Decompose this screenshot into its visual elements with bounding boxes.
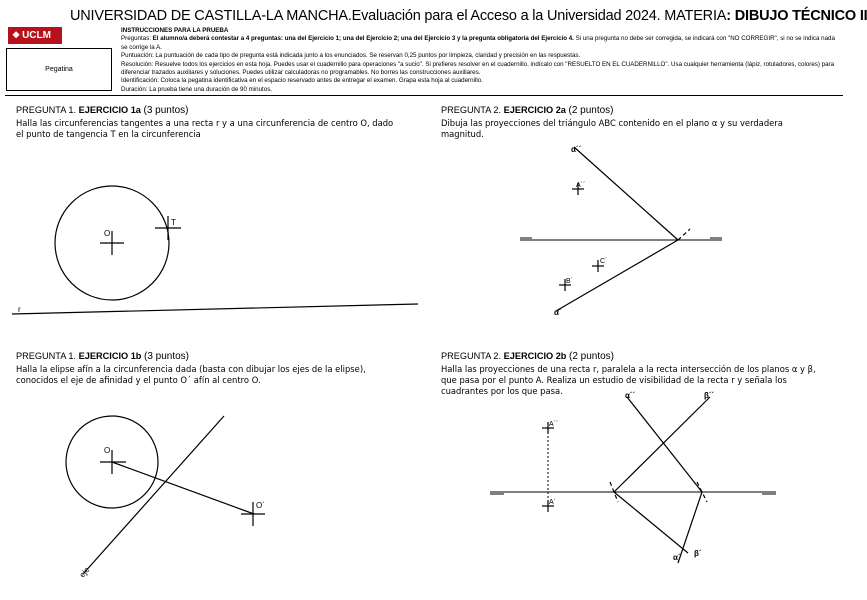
q2b-points: (2 puntos) bbox=[568, 351, 615, 362]
title-subject: : DIBUJO TÉCNICO II bbox=[726, 8, 867, 24]
instructions-identificacion: Identificación: Coloca la pegatina identificativa en el espacio reservado antes de entregar el examen. Grapa esta hoja al cuadernillo. bbox=[121, 77, 483, 85]
preguntas-rest: Si una pregunta no debe ser corregida, se indicará con "NO CORREGIR", si no se indica nada se corrige la A. bbox=[121, 35, 835, 51]
q1a-points: (3 puntos) bbox=[143, 105, 189, 116]
q2a-text: Dibuja las proyecciones del triángulo ABC contenido en el plano α y su verdadera magnitud. bbox=[441, 118, 783, 139]
q2b-exercise: EJERCICIO 2b bbox=[503, 351, 567, 361]
q1b-prefix: PREGUNTA 1. bbox=[16, 351, 79, 361]
q1a-label-r: r bbox=[18, 305, 21, 314]
q2a-exercise: EJERCICIO 2a bbox=[503, 105, 566, 115]
q1a-exercise: EJERCICIO 1a bbox=[78, 105, 141, 115]
q1a-prefix: PREGUNTA 1. bbox=[16, 105, 79, 115]
q2a-label-alpha1: α´ bbox=[554, 308, 562, 317]
q2a-prefix: PREGUNTA 2. bbox=[441, 105, 504, 115]
q1b-text: Halla la elipse afín a la circunferencia dada (basta con dibujar los ejes de la elipse), conocidos el eje de afinidad y el punto O´ afín al centro O. bbox=[16, 364, 366, 385]
q2b-label-alpha2: α´´ bbox=[625, 391, 636, 400]
instructions-resolucion: Resolución: Resuelve todos los ejercicios en esta hoja. Puedes usar el cuadernillo para operaciones "a sucio". Si prefieres resolver en el cuadernillo, indícalo con "RESUELTO EN EL CUADERNILLO". Usa cualquier herramienta (lápiz, rotuladores, colores) para diferenciar trazados auxiliares y soluciones. Puedes utilizar calculadoras no programables. No borres las construcciones auxiliares. bbox=[121, 60, 835, 77]
q2a-figure bbox=[520, 145, 722, 317]
title-main: UNIVERSIDAD DE CASTILLA-LA MANCHA.Evaluación para el Acceso a la Universidad 2024. MATERIA bbox=[70, 8, 727, 24]
q2b-label-beta2: β´´ bbox=[704, 391, 715, 400]
q2a-trace-extension bbox=[678, 229, 690, 240]
q1b-label-center: O bbox=[104, 446, 111, 455]
preguntas-bold: El alumno/a deberá contestar a 4 preguntas: una del Ejercicio 1; una del Ejercicio 2; una del Ejercicio 3 y la pregunta obligatoria del Ejercicio 4. bbox=[152, 35, 574, 43]
instructions-heading: INSTRUCCIONES PARA LA PRUEBA bbox=[121, 27, 229, 34]
q1a-figure bbox=[12, 186, 418, 314]
q1b-label-affine: O´ bbox=[256, 501, 265, 510]
q2a-alpha-vertical-trace bbox=[574, 147, 678, 240]
q2b-label-a2: A´´ bbox=[549, 421, 559, 428]
q2a-label-b1: B´ bbox=[566, 278, 573, 285]
q2b-beta-horizontal-trace bbox=[614, 492, 688, 553]
q1a-text: Halla las circunferencias tangentes a una recta r y a una circunferencia de centro O, dado el punto de tangencia T en la circunferencia bbox=[16, 118, 394, 139]
q1b-center-join bbox=[112, 462, 254, 514]
q2b-label-alpha1: α´ bbox=[673, 553, 681, 562]
q2b-prefix: PREGUNTA 2. bbox=[441, 351, 504, 361]
q2b-text: Halla las proyecciones de una recta r, paralela a la recta intersección de los planos α y β, que pasa por el punto A. Realiza un estudio de visibilidad de la recta r y señala los cuadrantes por los que pasa. bbox=[441, 364, 816, 396]
q1b-points: (3 puntos) bbox=[143, 351, 190, 362]
q2a-points: (2 puntos) bbox=[568, 105, 614, 116]
q2a-label-a2: A´´ bbox=[576, 182, 586, 189]
q1b-label-axis: eje bbox=[77, 565, 92, 580]
logo-text: UCLM bbox=[22, 30, 51, 41]
instructions-puntuacion: Puntuación: La puntuación de cada tipo de pregunta está indicada junto a los enunciados. Se reservan 0,25 puntos por limpieza, claridad y precisión en las respuestas. bbox=[121, 52, 581, 60]
preguntas-label: Preguntas: bbox=[121, 35, 151, 43]
q1b-exercise: EJERCICIO 1b bbox=[78, 351, 142, 361]
q2b-label-beta1: β´ bbox=[694, 549, 702, 558]
q2b-label-a1: A´ bbox=[549, 499, 556, 506]
q1b-figure bbox=[66, 416, 265, 579]
q2b-beta-vertical-trace bbox=[614, 397, 710, 492]
q2a-alpha-horizontal-trace bbox=[556, 240, 678, 311]
logo-emblem-icon: ❖ bbox=[12, 30, 21, 40]
instructions-duracion: Duración: La prueba tiene una duración de 90 minutos. bbox=[121, 85, 273, 93]
q2a-label-c1: C´ bbox=[600, 258, 608, 265]
sticker-label: Pegatina bbox=[45, 66, 73, 73]
q2a-label-alpha2: α´´ bbox=[571, 145, 582, 154]
q1a-label-center: O bbox=[104, 229, 111, 238]
q2b-alpha-vertical-trace bbox=[627, 397, 702, 492]
q1a-line-r bbox=[12, 304, 418, 314]
q1a-label-tangent: T bbox=[171, 218, 176, 227]
q2b-figure bbox=[490, 391, 776, 563]
